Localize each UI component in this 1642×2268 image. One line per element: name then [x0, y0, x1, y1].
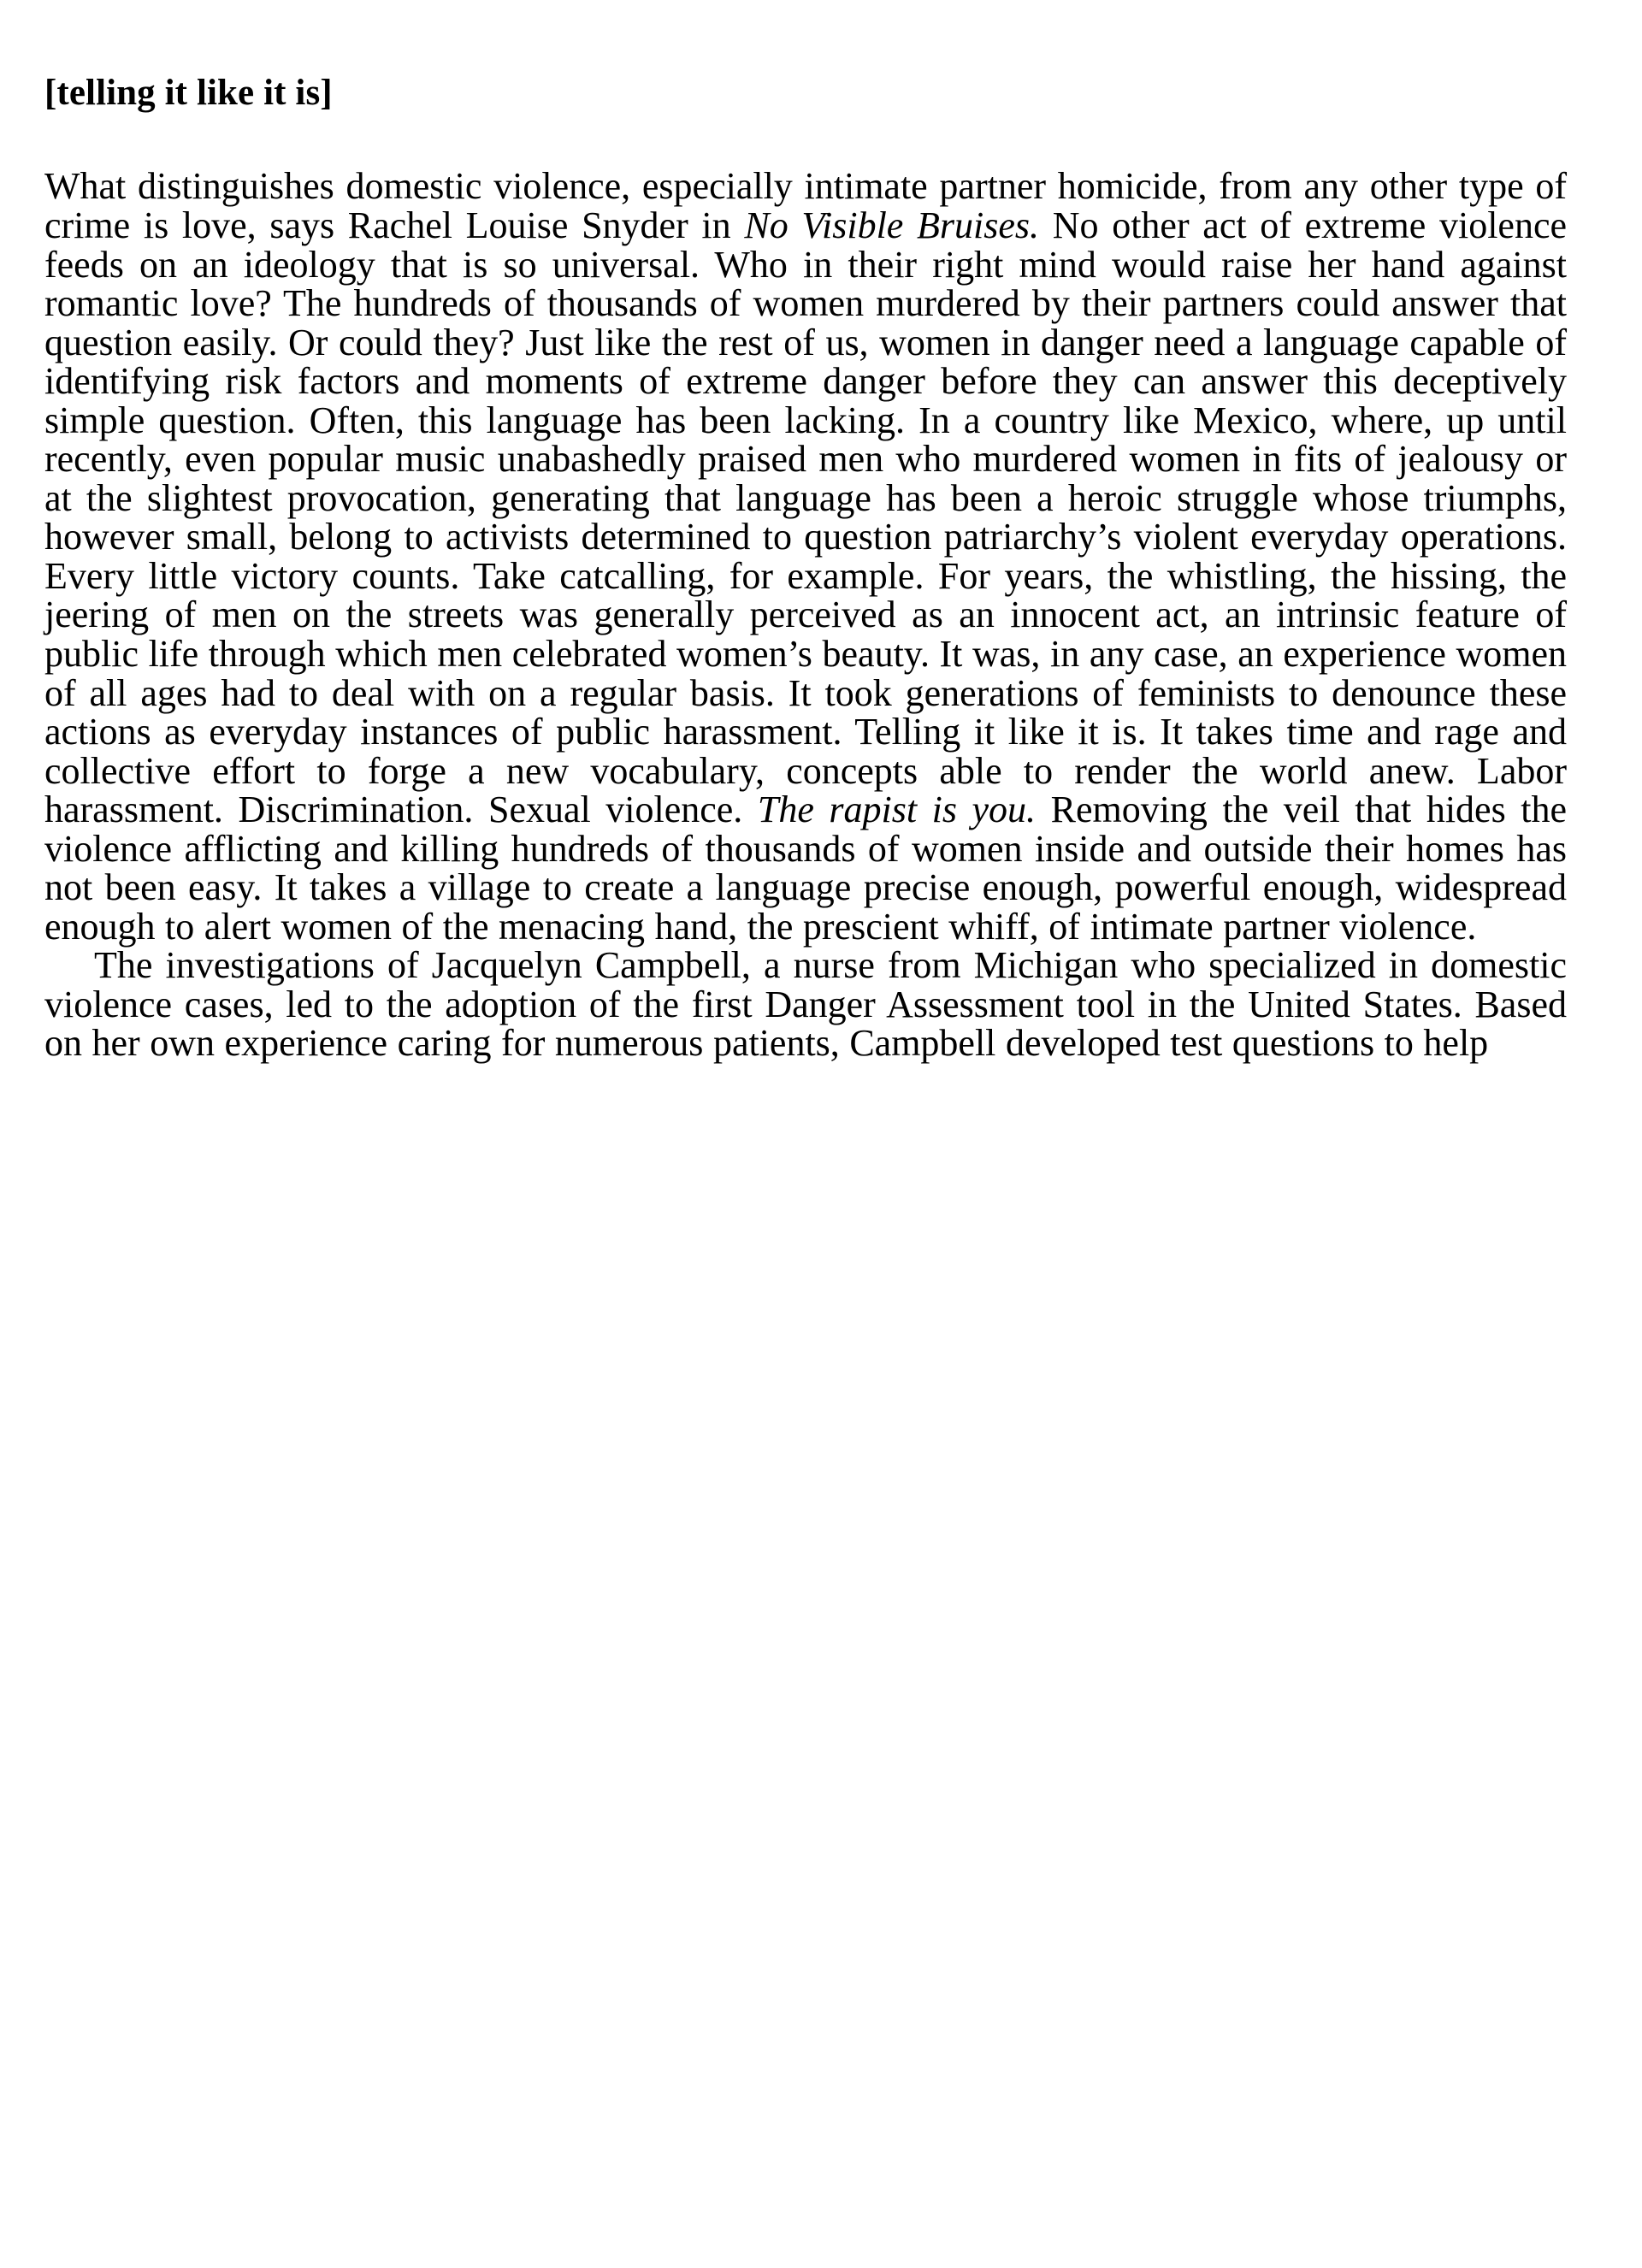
text-run: No other act of extreme violence feeds on an ideology that is so universal. Who in their right mind would raise her hand against romantic love? The hundreds of thousands of women murdered by their partners could answer that question easily. Or could they? Just like the rest of us, women in danger need a language capable of identifying risk factors and moments of extreme danger before they can answer this deceptively simple question. Often, this language has been lacking. In a country like Mexico, where, up until recently, even popular music unabashedly praised men who murdered women in fits of jealousy or at the slightest provocation, generating that language has been a heroic struggle whose triumphs, however small, belong to activists determined to question patriarchy’s violent everyday operations. Every little victory counts. Take catcalling, for example. For years, the whistling, the hissing, the jeering of men on the streets was generally perceived as an innocent act, an intrinsic feature of public life through which men celebrated women’s beauty. It was, in any case, an experience women of all ages had to deal with on a regular basis. It took generations of feminists to denounce these actions as everyday instances of public harassment. Telling it like it is. It takes time and rage and collective effort to forge a new vocabulary, concepts able to render the world anew. Labor harassment. Discrimination. Sexual violence.: [44, 204, 1568, 831]
italic-title-run: The rapist is you.: [757, 788, 1037, 831]
page-heading: [telling it like it is]: [44, 73, 333, 113]
text-run: What distinguishes domestic violence, especially intimate partner homicide, from any other type of crime is love, says Rachel Louise Snyder in: [44, 165, 1567, 246]
paragraph-2: [44, 946, 1567, 1063]
italic-title-run: No Visible Bruises.: [744, 204, 1040, 246]
paragraph-1: [44, 167, 1567, 946]
body-text-block: [44, 167, 1567, 1063]
text-run: Removing the veil that hides the violence afflicting and killing hundreds of thousands of women inside and outside their homes has not been easy. It takes a village to create a language precise enough, powerful enough, widespread enough to alert women of the menacing hand, the prescient whiff, of intimate partner violence.: [44, 788, 1567, 948]
text-run: The investigations of Jacquelyn Campbell, a nurse from Michigan who specialized in domestic violence cases, led to the adoption of the first Danger Assessment tool in the United States. Based on her own experience caring for numerous patients, Campbell developed test questions to help: [44, 944, 1567, 1065]
